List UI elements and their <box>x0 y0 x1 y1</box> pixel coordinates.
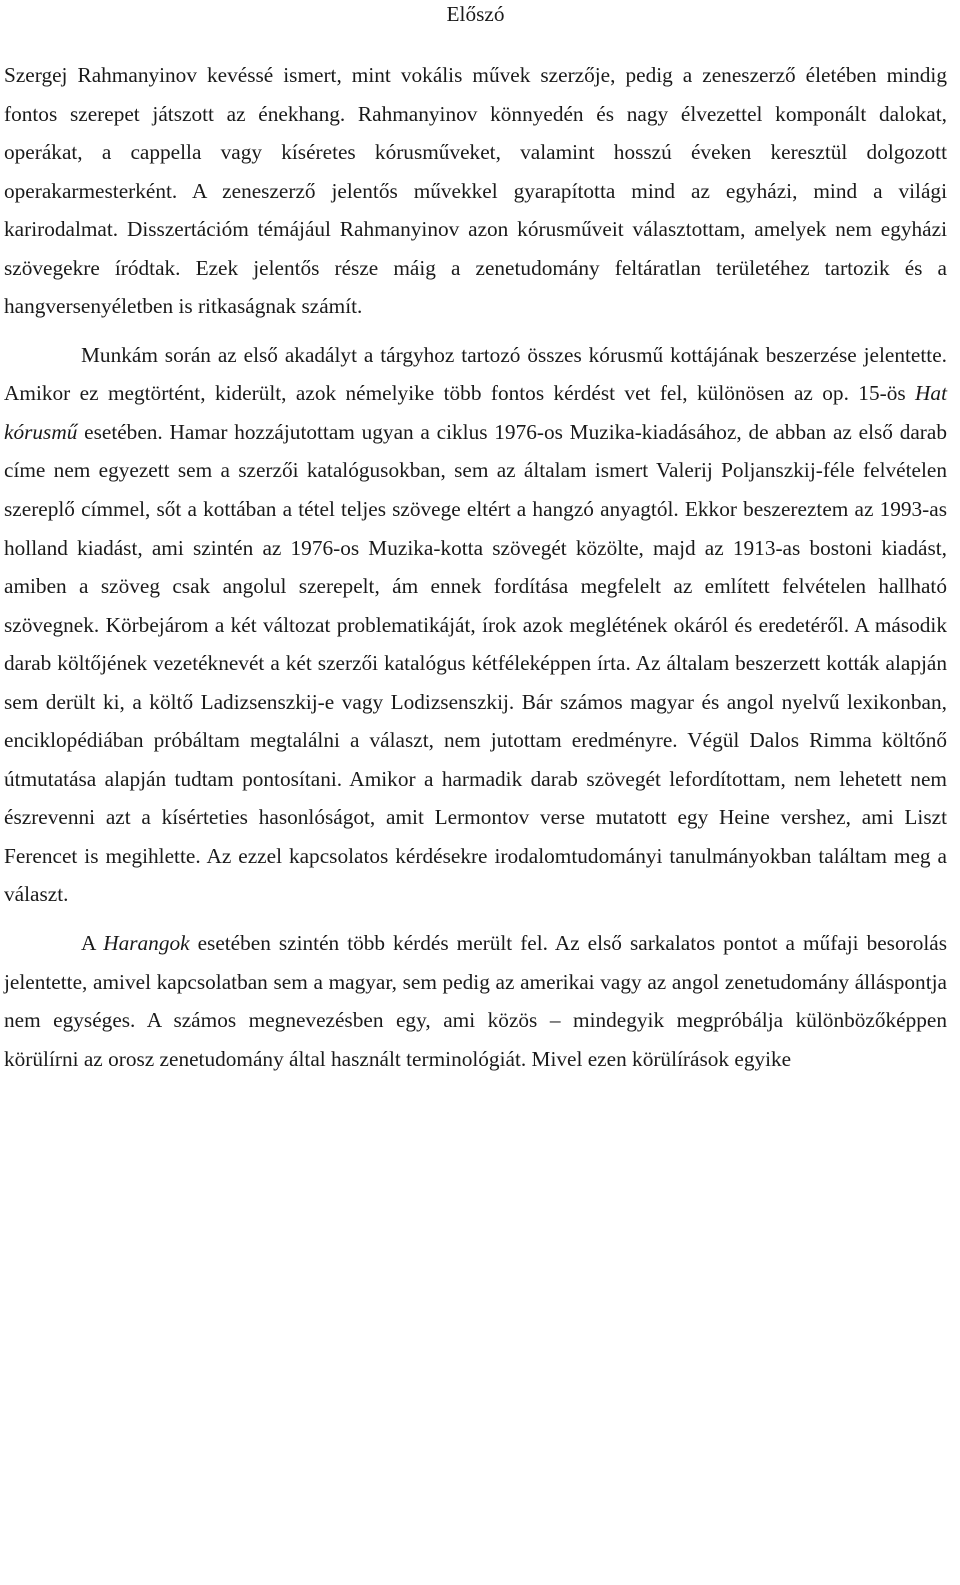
paragraph-hat-korusmu <box>4 336 947 914</box>
paragraph-intro <box>4 56 947 326</box>
work-title-italic: Harangok <box>103 931 190 956</box>
paragraph-text: A <box>81 931 104 956</box>
paragraph-text: esetében. Hamar hozzájutottam ugyan a ciklus 1976-os Muzika-kiadásához, de abban az első darab címe nem egyezett sem a szerzői katalógusokban, sem az általam ismert Valerij Poljanszkij-féle felvételen szereplő címmel, sőt a kottában a tétel teljes szövege eltért a hangzó anyagtól. Ekkor beszereztem az 1993-as holland kiadást, ami szintén az 1976-os Muzika-kotta szövegét közölte, majd az 1913-as bostoni kiadást, amiben a szöveg csak angolul szerepelt, ám ennek fordítása megfelelt az említett felvételen hallható szövegnek. Körbejárom a két változat problematikáját, írok azok meglétének okáról és eredetéről. A második darab költőjének vezetéknevét a két szerzői katalógus kétféleképpen írta. Az általam beszerzett kották alapján sem derült ki, a költő Ladizsenszkij-e vagy Lodizsenszkij. Bár számos magyar és angol nyelvű lexikonban, enciklopédiában próbáltam megtalálni a választ, nem jutottam eredményre. Végül Dalos Rimma költőnő útmutatása alapján tudtam pontosítani. Amikor a harmadik darab szövegét lefordítottam, nem lehetett nem észrevenni azt a kísérteties hasonlóságot, amit Lermontov verse mutatott egy Heine vershez, ami Liszt Ferencet is megihlette. Az ezzel kapcsolatos kérdésekre irodalomtudományi tanulmányokban találtam meg a választ. <box>4 419 947 907</box>
paragraph-harangok <box>4 924 947 1078</box>
paragraph-text: esetében szintén több kérdés merült fel. Az első sarkalatos pontot a műfaji besorolás jelentette, amivel kapcsolatban sem a magyar, sem pedig az amerikai vagy az angol zenetudomány álláspontja nem egységes. A számos megnevezésben egy, ami közös – mindegyik megpróbálja különbözőképpen körülírni az orosz zenetudomány által használt terminológiát. Mivel ezen körülírások egyike <box>4 931 947 1071</box>
work-title-italic: Hat kórusmű <box>4 381 947 444</box>
paragraph-text: Szergej Rahmanyinov kevéssé ismert, mint vokális művek szerzője, pedig a zeneszerző életében mindig fontos szerepet játszott az énekhang. Rahmanyinov könnyedén és nagy élvezettel komponált dalokat, operákat, a cappella vagy kíséretes kórusműveket, valamint hosszú éveken keresztül dolgozott operakarmesterként. A zeneszerző jelentős művekkel gyarapította mind az egyházi, mind a világi karirodalmat. Disszertációm témájául Rahmanyinov azon kórusműveit választottam, amelyek nem egyházi szövegekre íródtak. Ezek jelentős része máig a zenetudomány feltáratlan területéhez tartozik és a hangversenyéletben is ritkaságnak számít. <box>4 63 947 319</box>
page-title: Előszó <box>446 2 505 26</box>
paragraph-text: Munkám során az első akadályt a tárgyhoz tartozó összes kórusmű kottájának beszerzése jelentette. Amikor ez megtörtént, kiderült, azok némelyike több fontos kérdést vet fel, különösen az op. 15-ös <box>4 342 947 406</box>
